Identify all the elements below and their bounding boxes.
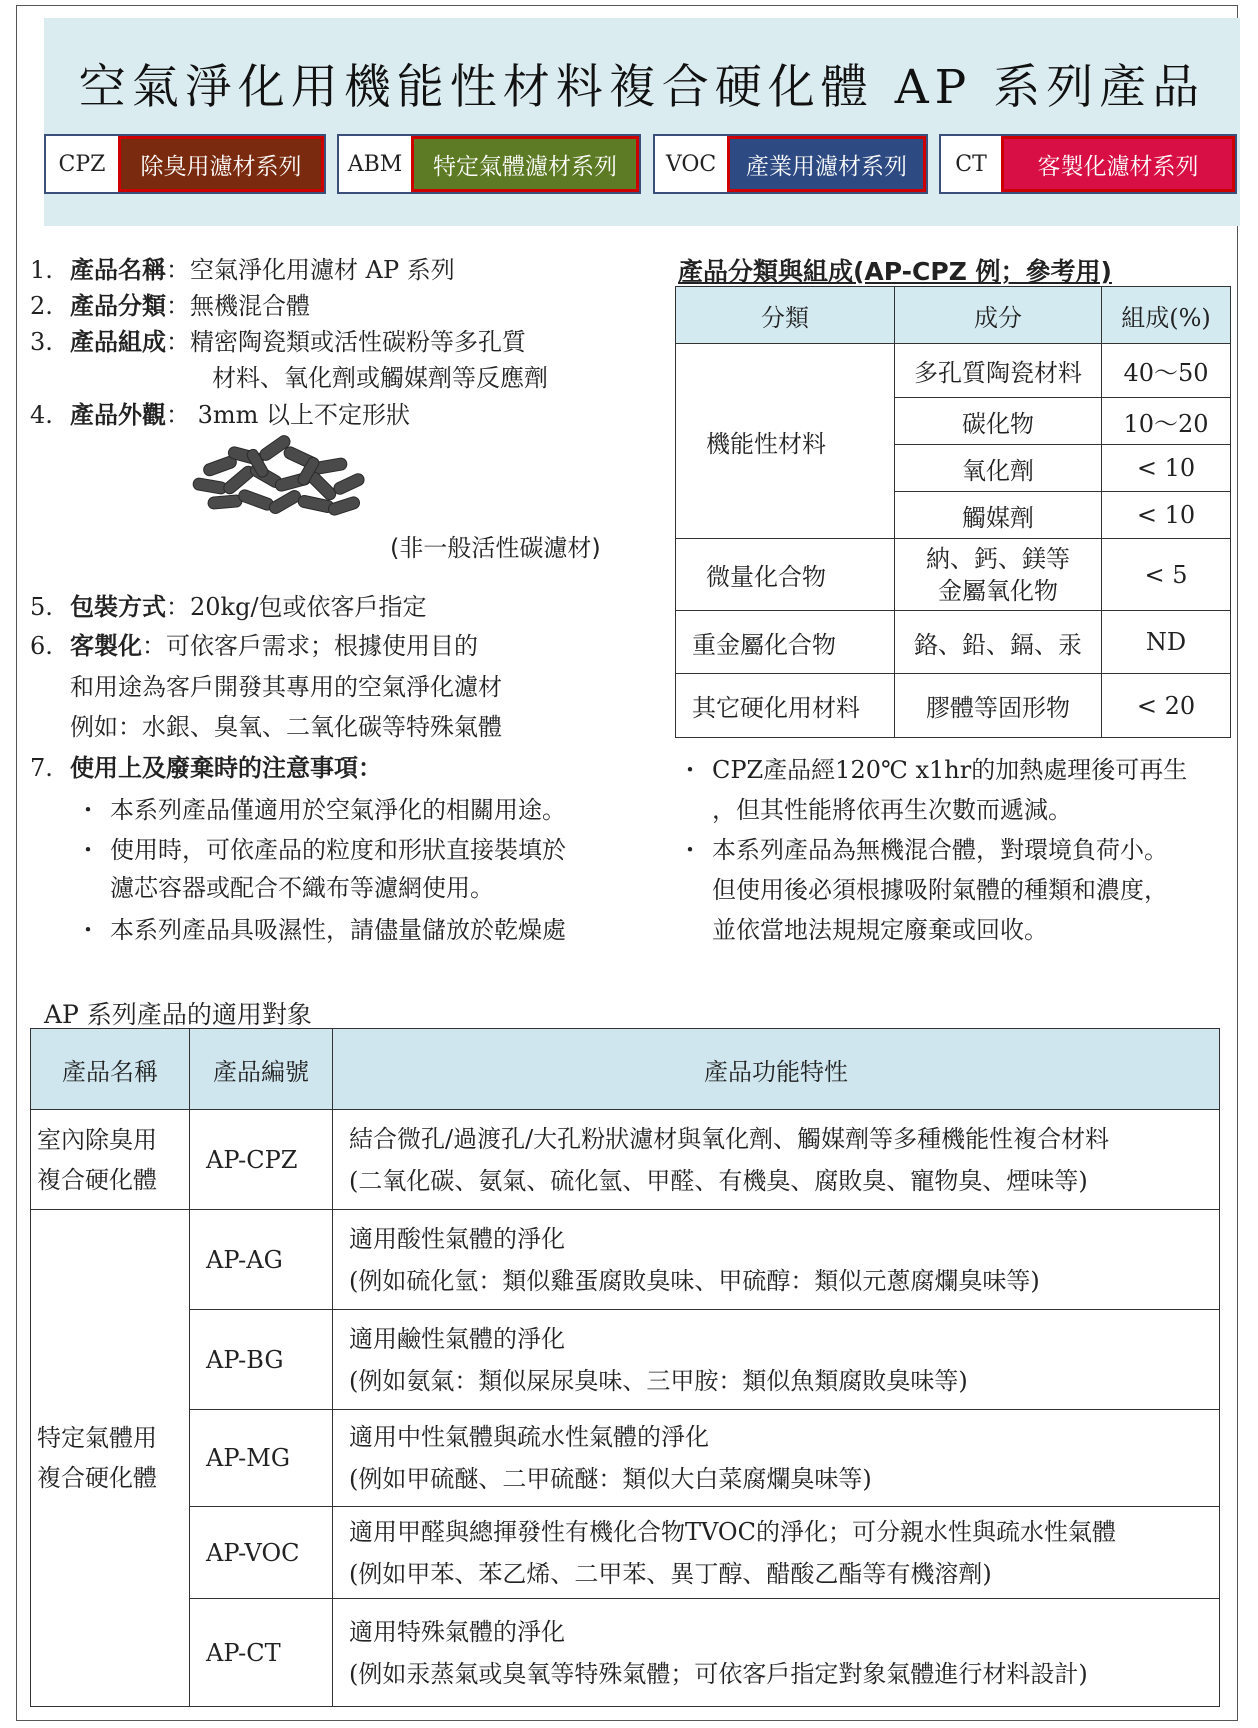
table-row	[31, 1310, 1220, 1410]
feature-cell: 適用酸性氣體的淨化 (例如硫化氫：類似雞蛋腐敗臭味、甲硫醇：類似元蔥腐爛臭味等)	[333, 1210, 1220, 1310]
table-row	[31, 1410, 1220, 1507]
value-cell: ND	[1102, 611, 1231, 674]
product-code: AP-VOC	[190, 1507, 333, 1599]
tag-code: CT	[941, 136, 1001, 192]
tag-label: 客製化濾材系列	[1001, 136, 1235, 192]
info-item-6-line3: 例如：水銀、臭氧、二氧化碳等特殊氣體	[70, 713, 502, 741]
application-title: AP 系列產品的適用對象	[44, 1000, 312, 1029]
item-label: 使用上及廢棄時的注意事項：	[70, 754, 382, 782]
note-bullet: ・ 本系列產品僅適用於空氣淨化的相關用途。	[76, 796, 566, 824]
table-row	[31, 1110, 1220, 1210]
table-row	[31, 1210, 1220, 1310]
col-header: 產品功能特性	[333, 1029, 1220, 1110]
info-item-6-line2: 和用途為客戶開發其專用的空氣淨化濾材	[70, 673, 502, 701]
info-item-3	[30, 325, 526, 359]
note-bullet: ・ CPZ產品經120℃ x1hr的加熱處理後可再生	[678, 756, 1188, 784]
page-title: 空氣淨化用機能性材料複合硬化體 AP 系列產品	[78, 60, 1206, 115]
note-bullet-cont: 並依當地法規規定廢棄或回收。	[712, 916, 1048, 944]
feature-cell: 結合微孔/過渡孔/大孔粉狀濾材與氧化劑、觸媒劑等多種機能性複合材料 (二氧化碳、氨氣、硫化氫、甲醛、有機臭、腐敗臭、寵物臭、煙味等)	[333, 1110, 1220, 1210]
info-item-1	[30, 253, 455, 287]
product-code: AP-MG	[190, 1410, 333, 1507]
item-number: 1.	[30, 256, 53, 284]
info-item-4	[30, 398, 410, 432]
table-row	[676, 674, 1231, 738]
value-cell: < 10	[1102, 445, 1231, 492]
note-bullet: ・ 本系列產品具吸濕性，請儘量儲放於乾燥處	[76, 916, 566, 944]
item-label: 產品名稱	[70, 256, 166, 284]
note-bullet: ・ 使用時，可依產品的粒度和形狀直接裝填於	[76, 836, 566, 864]
group-cell: 微量化合物	[676, 539, 895, 611]
tag-code: ABM	[339, 136, 411, 192]
item-value: ：無機混合體	[166, 292, 310, 320]
tag-code: VOC	[655, 136, 727, 192]
col-header: 分類	[676, 287, 895, 344]
feature-cell: 適用中性氣體與疏水性氣體的淨化 (例如甲硫醚、二甲硫醚：類似大白菜腐爛臭味等)	[333, 1410, 1220, 1507]
info-item-2	[30, 289, 310, 323]
item-value: ：精密陶瓷類或活性碳粉等多孔質	[166, 328, 526, 356]
product-code: AP-BG	[190, 1310, 333, 1410]
info-item-7	[30, 751, 382, 785]
item-number: 3.	[30, 328, 53, 356]
group-cell: 重金屬化合物	[676, 611, 895, 674]
note-bullet-cont: 濾芯容器或配合不織布等濾網使用。	[110, 874, 494, 902]
tag-cpz	[44, 134, 326, 194]
component-cell: 膠體等固形物	[895, 674, 1102, 738]
component-cell: 納、鈣、鎂等 金屬氧化物	[895, 539, 1102, 611]
category-cell: 特定氣體用 複合硬化體	[31, 1210, 190, 1707]
item-number: 7.	[30, 754, 53, 782]
item-number: 6.	[30, 632, 53, 660]
item-value: ：20kg/包或依客戶指定	[166, 593, 427, 621]
composition-title: 產品分類與組成(AP-CPZ 例；參考用)	[678, 257, 1112, 286]
item-number: 4.	[30, 401, 53, 429]
tag-voc	[653, 134, 928, 194]
category-cell: 室內除臭用 複合硬化體	[31, 1110, 190, 1210]
group-cell: 其它硬化用材料	[676, 674, 895, 738]
col-header: 產品編號	[190, 1029, 333, 1110]
table-row	[31, 1599, 1220, 1707]
item-label: 產品組成	[70, 328, 166, 356]
value-cell: < 20	[1102, 674, 1231, 738]
product-code: AP-CPZ	[190, 1110, 333, 1210]
note-bullet: ・ 本系列產品為無機混合體，對環境負荷小。	[678, 836, 1168, 864]
value-cell: 40～50	[1102, 344, 1231, 398]
table-row	[676, 344, 1231, 398]
col-header: 組成(%)	[1102, 287, 1231, 344]
pellet-photo	[183, 430, 373, 525]
tag-label: 除臭用濾材系列	[118, 136, 324, 192]
item-value: ：可依客戶需求；根據使用目的	[142, 632, 478, 660]
tag-label: 特定氣體濾材系列	[411, 136, 639, 192]
application-table	[30, 1028, 1220, 1707]
item-label: 客製化	[70, 632, 142, 660]
table-row	[31, 1507, 1220, 1599]
component-cell: 觸媒劑	[895, 492, 1102, 539]
item-value: ： 3mm 以上不定形狀	[166, 401, 411, 429]
component-cell: 碳化物	[895, 398, 1102, 445]
feature-cell: 適用鹼性氣體的淨化 (例如氨氣：類似屎尿臭味、三甲胺：類似魚類腐敗臭味等)	[333, 1310, 1220, 1410]
tag-ct	[939, 134, 1237, 194]
header-banner	[44, 18, 1240, 226]
component-cell: 氧化劑	[895, 445, 1102, 492]
product-code: AP-CT	[190, 1599, 333, 1707]
item-value: ：空氣淨化用濾材 AP 系列	[166, 256, 455, 284]
info-item-6	[30, 629, 478, 663]
tag-code: CPZ	[46, 136, 118, 192]
tag-abm	[337, 134, 641, 194]
item-label: 產品分類	[70, 292, 166, 320]
info-item-3-cont: 材料、氧化劑或觸媒劑等反應劑	[212, 364, 548, 392]
info-item-5	[30, 590, 427, 624]
group-cell: 機能性材料	[676, 344, 895, 539]
component-cell: 鉻、鉛、鎘、汞	[895, 611, 1102, 674]
composition-table	[675, 286, 1231, 738]
note-bullet-cont: ，但其性能將依再生次數而遞減。	[712, 796, 1072, 824]
table-row	[676, 611, 1231, 674]
col-header: 產品名稱	[31, 1029, 190, 1110]
value-cell: < 10	[1102, 492, 1231, 539]
product-code: AP-AG	[190, 1210, 333, 1310]
col-header: 成分	[895, 287, 1102, 344]
feature-cell: 適用特殊氣體的淨化 (例如汞蒸氣或臭氧等特殊氣體；可依客戶指定對象氣體進行材料設計)	[333, 1599, 1220, 1707]
table-row	[676, 539, 1231, 611]
feature-cell: 適用甲醛與總揮發性有機化合物TVOC的淨化；可分親水性與疏水性氣體 (例如甲苯、苯乙烯、二甲苯、異丁醇、醋酸乙酯等有機溶劑)	[333, 1507, 1220, 1599]
value-cell: < 5	[1102, 539, 1231, 611]
component-cell: 多孔質陶瓷材料	[895, 344, 1102, 398]
note-bullet-cont: 但使用後必須根據吸附氣體的種類和濃度，	[712, 876, 1168, 904]
item-label: 包裝方式	[70, 593, 166, 621]
tag-label: 產業用濾材系列	[727, 136, 926, 192]
item-number: 2.	[30, 292, 53, 320]
value-cell: 10～20	[1102, 398, 1231, 445]
pellet-note: (非一般活性碳濾材)	[390, 534, 601, 562]
item-number: 5.	[30, 593, 53, 621]
item-label: 產品外觀	[70, 401, 166, 429]
